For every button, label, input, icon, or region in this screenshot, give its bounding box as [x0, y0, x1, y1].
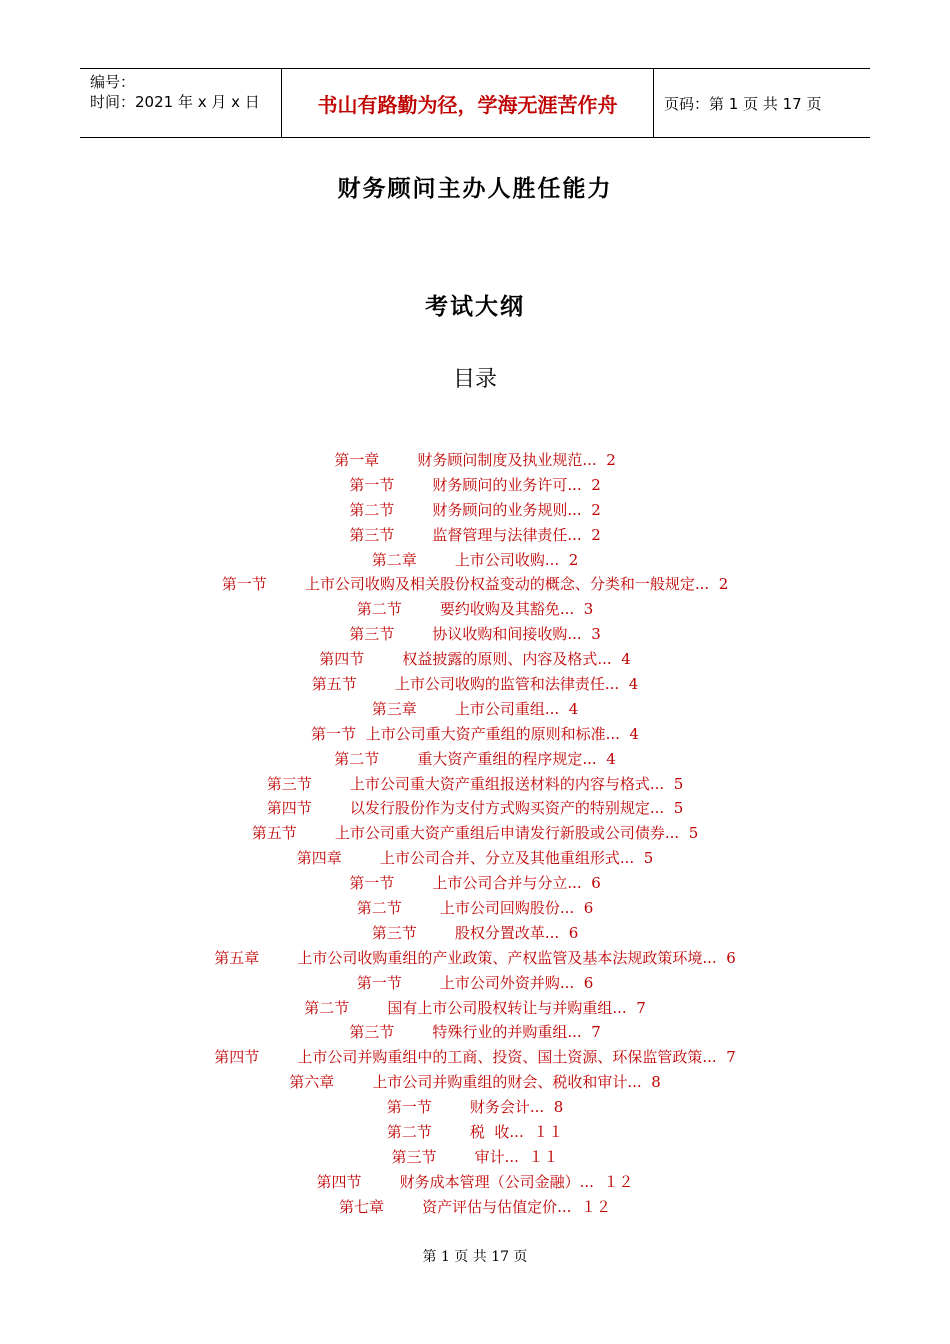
toc-entry[interactable]: 第二节 税 收... １１ [386, 1123, 564, 1142]
toc-entry[interactable]: 第一节 上市公司外资并购... 6 [356, 973, 594, 992]
page-footer: 第 1 页 共 17 页 [422, 1249, 528, 1265]
toc-entry[interactable]: 第三节 上市公司重大资产重组报送材料的内容与格式... 5 [266, 774, 684, 793]
toc-entry[interactable]: 第三节 特殊行业的并购重组... 7 [349, 1023, 601, 1042]
toc-entry[interactable]: 第三节 协议收购和间接收购... 3 [349, 625, 601, 644]
toc-entry[interactable]: 第四节 财务成本管理（公司金融）... １２ [316, 1172, 634, 1191]
document-title: 财务顾问主办人胜任能力 [337, 176, 613, 202]
toc-entry[interactable]: 第四节 权益披露的原则、内容及格式... 4 [319, 650, 631, 669]
toc-entry[interactable]: 第二章 上市公司收购... 2 [371, 550, 579, 569]
toc-entry[interactable]: 第一章 财务顾问制度及执业规范... 2 [334, 451, 616, 469]
table-of-contents [0, 448, 950, 1220]
time-label: 时间：2021 年 x 月 x 日 [90, 93, 260, 111]
toc-entry[interactable]: 第二节 要约收购及其豁免... 3 [356, 600, 594, 619]
toc-entry[interactable]: 第六章 上市公司并购重组的财会、税收和审计... 8 [289, 1073, 661, 1092]
toc-entry[interactable]: 第二节 国有上市公司股权转让与并购重组... 7 [304, 998, 646, 1017]
header-left-cell [80, 69, 282, 137]
toc-entry[interactable]: 第一节 上市公司合并与分立... 6 [349, 874, 601, 893]
motto: 书山有路勤为径，学海无涯苦作舟 [282, 69, 654, 137]
toc-entry[interactable]: 第三节 股权分置改革... 6 [371, 923, 579, 942]
toc-entry[interactable]: 第三节 监督管理与法律责任... 2 [349, 525, 601, 544]
toc-entry[interactable]: 第五章 上市公司收购重组的产业政策、产权监管及基本法规政策环境... 6 [214, 948, 736, 967]
toc-entry[interactable]: 第一节 财务顾问的业务许可... 2 [349, 475, 601, 494]
toc-entry[interactable]: 第三章 上市公司重组... 4 [371, 699, 579, 718]
toc-entry[interactable]: 第二节 财务顾问的业务规则... 2 [349, 500, 601, 519]
header-table [80, 68, 870, 138]
toc-entry[interactable]: 第一节 财务会计... 8 [386, 1098, 564, 1117]
toc-entry[interactable]: 第四节 以发行股份作为支付方式购买资产的特别规定... 5 [266, 799, 684, 818]
toc-entry[interactable]: 第二节 重大资产重组的程序规定... 4 [334, 749, 616, 768]
toc-entry[interactable]: 第一节 上市公司收购及相关股份权益变动的概念、分类和一般规定... 2 [221, 575, 729, 594]
toc-entry[interactable]: 第五节 上市公司收购的监管和法律责任... 4 [311, 675, 639, 694]
toc-entry[interactable]: 第三节 审计... １１ [391, 1147, 559, 1166]
toc-entry[interactable]: 第二节 上市公司回购股份... 6 [356, 899, 594, 918]
toc-entry[interactable]: 第一节 上市公司重大资产重组的原则和标准... 4 [311, 724, 639, 743]
number-label: 编号： [90, 73, 136, 91]
toc-entry[interactable]: 第五节 上市公司重大资产重组后申请发行新股或公司债券... 5 [251, 824, 699, 843]
toc-entry[interactable]: 第四章 上市公司合并、分立及其他重组形式... 5 [296, 849, 654, 868]
toc-entry[interactable]: 第七章 资产评估与估值定价... １２ [339, 1197, 611, 1216]
toc-entry[interactable]: 第四节 上市公司并购重组中的工商、投资、国土资源、环保监管政策... 7 [214, 1048, 736, 1067]
document-subtitle: 考试大纲 [425, 294, 525, 320]
page-info: 页码：第 1 页 共 17 页 [664, 94, 822, 113]
toc-heading: 目录 [452, 367, 497, 392]
